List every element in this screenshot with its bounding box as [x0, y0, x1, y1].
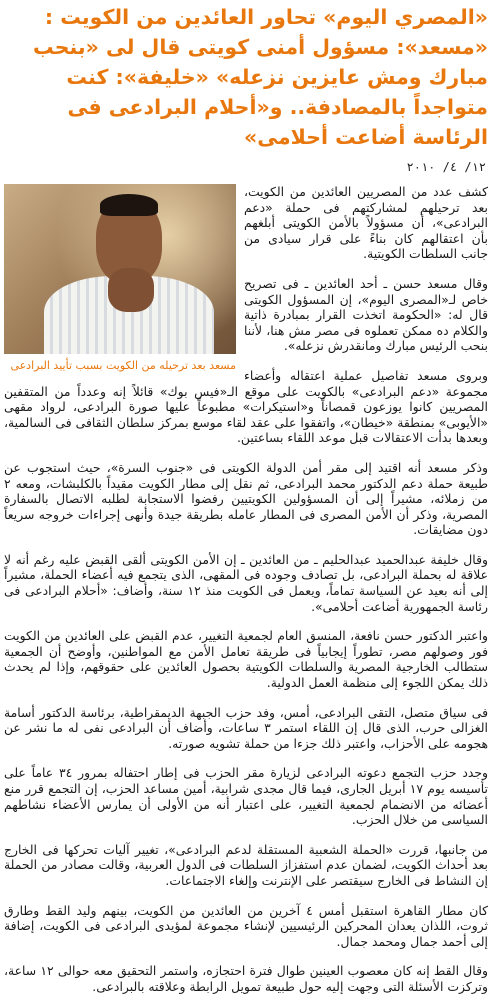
- article-body: [4, 184, 488, 995]
- headline: «المصري اليوم» تحاور العائدين من الكويت : «مسعد»: مسؤول أمنى كويتى قال لى «بنحب مبارك ومش عايزين نزعله» «خليفة»: كنت متواجداً بالمصادفة.. و«أحلام البرادعى فى الرئاسة أضاعت أحلامى»: [33, 5, 488, 149]
- paragraph: وذكر مسعد أنه اقتيد إلى مقر أمن الدولة الكويتى فى «جنوب السرة»، حيث استجوب عن طبيعة حملة دعم الدكتور محمد البرادعى، ثم نقل إلى مطار الكويت مقيداً بالكلبشات، ومعه ٢ من زملائه، مشيراً إلى أن المسؤولين الكويتيين رفضوا الاستجابة لطلبه الاتصال بالسفارة المصرية، وذكر أن الأمن المصرى فى المطار عامله بطريقة جيدة وأنهى إجراءات خروجه سريعاً دون مضايقات.: [4, 459, 488, 538]
- paragraph: وقال خليفة عبدالحميد عبدالحليم ـ من العائدين ـ إن الأمن الكويتى ألقى القبض عليه رغم أنه لا علاقة له بحملة البرادعى، بل تصادف وجوده فى المقهى، الذى يتجمع فيه أعضاء الحملة، مشيراً إلى أنه بعيد عن السياسة تماماً، ويعمل فى الكويت منذ ١٢ سنة، وأضاف: «أحلام البرادعى فى رئاسة الجمهورية أضاعت أحلامى».: [4, 551, 489, 614]
- paragraph: وجدد حزب التجمع دعوته البرادعى لزيارة مقر الحزب فى إطار احتفاله بمرور ٣٤ عاماً على تأسيسه يوم ١٧ أبريل الجارى، فيما قال مجدى شرابية، أمين مساعد الحزب، إن التجمع قرر منع أعضائه من الانضمام لجمعية التغيير، على اعتبار أنه من الأولى أن يمارس الأعضاء نشاطهم السياسى من خلال الحزب.: [4, 765, 488, 828]
- paragraph: وقال مسعد حسن ـ أحد العائدين ـ فى تصريح خاص لـ«المصرى اليوم»، إن المسؤول الكويتى قال له: «الحكومة اتخذت القرار بمبادرة ذاتية والكلام ده ممكن تعملوه فى مصر مش هنا، لأننا بنحب الرئيس مبارك ومانقدرش نزعله».: [244, 275, 488, 354]
- paragraph: كشف عدد من المصريين العائدين من الكويت، بعد ترحيلهم لمشاركتهم فى حملة «دعم البرادعى»، أن مسؤولاً بالأمن الكويتى أبلغهم بأن اعتقالهم كان بناءً على قرار سيادى من جانب السلطات الكويتية.: [244, 184, 488, 262]
- paragraph: فى سياق متصل، التقى البرادعى، أمس، وفد حزب الجبهة الديمقراطية، برئاسة الدكتور أسامة الغزالى حرب، الذى قال إن اللقاء استمر ٣ ساعات، وأضاف أن البرادعى نفى له ما نشر عن هجومه على الأحزاب، واعتبر ذلك جزءا من حملة تشويه صورته.: [4, 704, 488, 751]
- paragraph: واعتبر الدكتور حسن نافعة، المنسق العام لجمعية التغيير، عدم القبض على العائدين من الكويت فور وصولهم مصر، تطوراً إيجابياً فى طريقة تعامل الأمن مع المواطنين، وأوضح أن الجمعية ستطالب الخارجية المصرية والسلطات الكويتية بحصول العائدين على حقوقهم، وإذا لم يحدث ذلك يمكن اللجوء إلى منظمة العمل الدولية.: [4, 628, 488, 691]
- photo-figure-hand: [108, 268, 154, 312]
- paragraph: من جانبها، قررت «الحملة الشعبية المستقلة لدعم البرادعى»، تغيير آليات تحركها فى الخارج بعد أحداث الكويت، لضمان عدم استفزاز السلطات فى الدول العربية، وقالت مصادر من الحملة إن النشاط فى الخارج سيقتصر على الإنترنت وإلغاء الاجتماعات.: [4, 841, 488, 888]
- publish-date: ١٢/ ٤/ ٢٠١٠: [406, 160, 486, 174]
- photo-block: [4, 184, 236, 374]
- paragraph: وبروى مسعد تفاصيل عملية اعتقاله وأعضاء مجموعة «دعم البرادعى» بالكويت على موقع الـ«فيس بوك» قائلاً إنه وعدداً من المتقفين المصريين كانوا يوزعون قمصاناً و«استيكرات» مطبوعاً عليها صورة البرادعى، لرواد مقهى «الأيوبى» بمنطقة «خيطان»، واتفقوا على عقد لقاء موسع بمركز سلطان الثقافى فى السالمية، وبعدها بدأت الاعتقالات قبل موعد اللقاء بساعتين.: [4, 367, 488, 446]
- paragraph: كان مطار القاهرة استقبل أمس ٤ آخرين من العائدين من الكويت، بينهم وليد القط وطارق ثروت، اللذان يعدان المحركين الرئيسيين لإنشاء مجموعة لمؤيدى البرادعى فى الكويت، إضافة إلى أحمد جمال ومحمد جمال.: [4, 902, 489, 949]
- article-photo[interactable]: [4, 184, 236, 354]
- photo-caption: مسعد بعد ترحيله من الكويت بسبب تأييد البرادعى: [10, 359, 236, 372]
- paragraph: وقال القط إنه كان معصوب العينين طوال فترة احتجازه، واستمر التحقيق معه حوالى ١٢ ساعة، وتركزت الأسئلة التى وجهت إليه حول طبيعة تمويل الرابطة وعلاقته بالبرادعى.: [4, 963, 488, 994]
- photo-figure-hair: [100, 194, 158, 216]
